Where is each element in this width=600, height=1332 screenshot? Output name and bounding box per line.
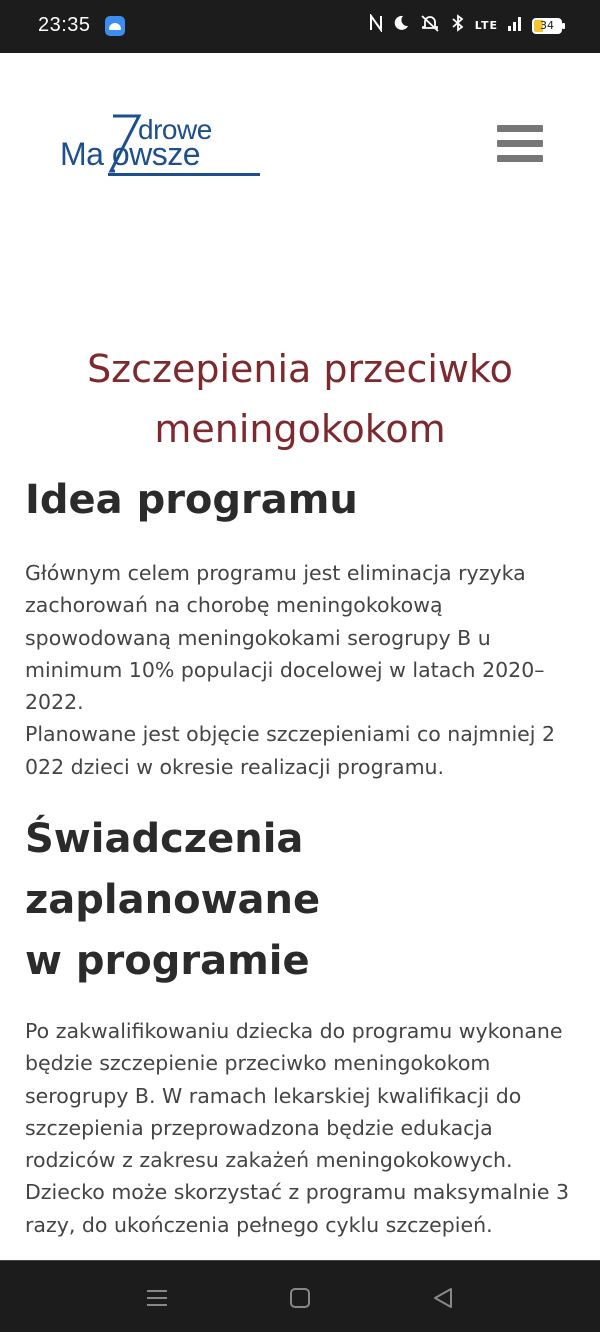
logo-z-mark — [105, 113, 145, 179]
battery-icon — [532, 18, 562, 34]
network-type-label: LTE — [474, 19, 498, 32]
section-heading-idea: Idea programu — [25, 477, 358, 523]
hamburger-menu-icon-line — [497, 140, 543, 147]
site-logo[interactable] — [60, 113, 262, 179]
page-title: Szczepienia przeciwko meningokokom — [87, 347, 513, 451]
status-icons — [369, 14, 562, 37]
back-icon[interactable] — [429, 1285, 457, 1311]
vibrate-mute-icon — [419, 14, 441, 37]
paragraph-text: Głównym celem programu jest eliminacja ryzyka zachorowań na chorobę meningokokową spowodowaną meningokokami serogrupy B u minimum 10% populacji docelowej w latach 2020–2022. — [25, 561, 545, 715]
heading-line: w programie — [25, 938, 310, 984]
moon-icon — [392, 14, 410, 37]
section-paragraph-idea — [25, 557, 585, 783]
section-heading-services — [25, 809, 320, 992]
status-time: 23:35 — [38, 14, 91, 36]
section-paragraph-services: Po zakwalifikowaniu dziecka do programu wykonane będzie szczepienie przeciwko meningokokom serogrupy B. W ramach lekarskiej kwalifikacji do szczepienia przeprowadzona będzie edukacja rodziców z zakresu zakażeń meningokokowych. Dziecko może skorzystać z programu maksymalnie 3 razy, do ukończenia pełnego cyklu szczepień. — [25, 1019, 570, 1237]
battery-level: 34 — [540, 18, 554, 32]
logo-text-bottom: Ma owsze — [60, 136, 201, 172]
signal-icon — [507, 14, 523, 37]
hamburger-menu-icon — [497, 125, 543, 132]
logo-text-top: drowe — [138, 114, 212, 145]
logo-underline — [108, 173, 260, 176]
status-bar — [0, 0, 600, 53]
notification-app-icon — [105, 16, 125, 36]
heading-line: zaplanowane — [25, 877, 321, 923]
heading-line: Świadczenia — [25, 816, 304, 862]
system-nav-bar — [0, 1260, 600, 1332]
nfc-icon — [369, 14, 383, 37]
menu-button[interactable] — [497, 125, 543, 165]
paragraph-text: Planowane jest objęcie szczepieniami co najmniej 2 022 dzieci w okresie realizacji programu. — [25, 722, 556, 779]
recents-icon[interactable] — [143, 1285, 171, 1311]
home-icon[interactable] — [286, 1285, 314, 1311]
site-header — [0, 53, 600, 233]
bluetooth-icon — [450, 14, 466, 37]
hamburger-menu-icon-line — [497, 155, 543, 162]
